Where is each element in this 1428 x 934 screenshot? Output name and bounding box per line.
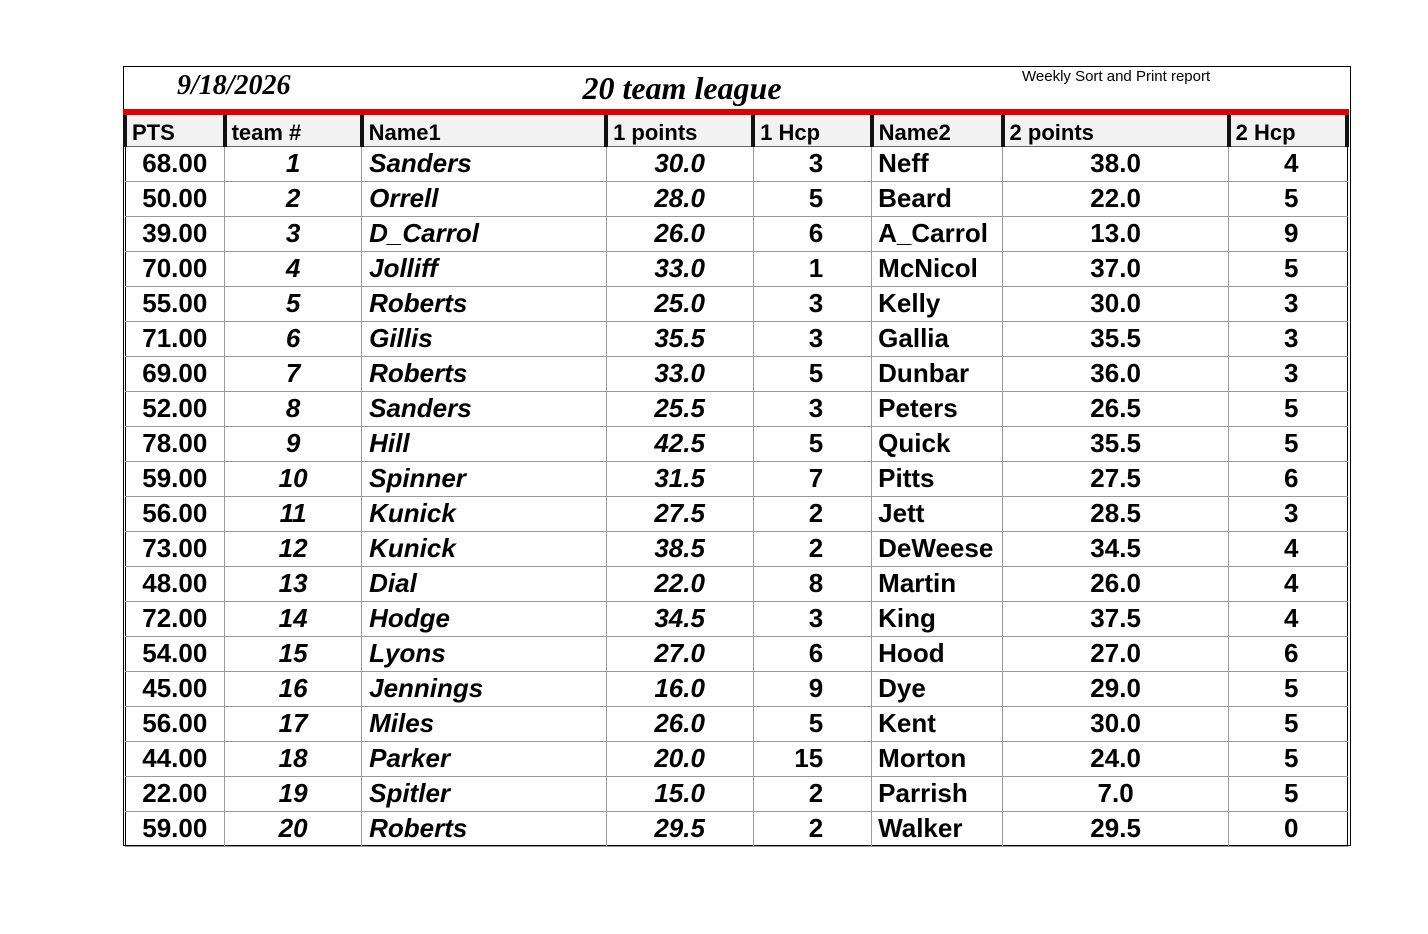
hcp2-cell: 5 xyxy=(1229,181,1347,216)
points1-cell: 20.0 xyxy=(606,741,753,776)
table-row xyxy=(125,601,1347,636)
points1-cell: 25.0 xyxy=(606,286,753,321)
points2-cell: 30.0 xyxy=(1003,706,1229,741)
team-cell: 17 xyxy=(225,706,362,741)
points2-cell: 38.0 xyxy=(1003,146,1229,181)
points2-cell: 35.5 xyxy=(1003,426,1229,461)
hcp1-cell: 6 xyxy=(753,636,871,671)
table-row xyxy=(125,426,1347,461)
points2-cell: 22.0 xyxy=(1003,181,1229,216)
hcp2-cell: 6 xyxy=(1229,461,1347,496)
points1-cell: 30.0 xyxy=(606,146,753,181)
column-header-name2: Name2 xyxy=(872,112,1003,146)
points2-cell: 29.0 xyxy=(1003,671,1229,706)
pts-cell: 52.00 xyxy=(125,391,225,426)
points2-cell: 27.5 xyxy=(1003,461,1229,496)
hcp1-cell: 3 xyxy=(753,286,871,321)
pts-cell: 73.00 xyxy=(125,531,225,566)
name2-cell: King xyxy=(872,601,1003,636)
column-header-pts: PTS xyxy=(125,112,225,146)
team-cell: 7 xyxy=(225,356,362,391)
name2-cell: Morton xyxy=(872,741,1003,776)
table-row xyxy=(125,391,1347,426)
pts-cell: 56.00 xyxy=(125,706,225,741)
table-row xyxy=(125,636,1347,671)
team-cell: 4 xyxy=(225,251,362,286)
name2-cell: Hood xyxy=(872,636,1003,671)
hcp1-cell: 3 xyxy=(753,601,871,636)
team-cell: 16 xyxy=(225,671,362,706)
points2-cell: 37.0 xyxy=(1003,251,1229,286)
hcp2-cell: 5 xyxy=(1229,776,1347,811)
hcp1-cell: 5 xyxy=(753,356,871,391)
name2-cell: Dunbar xyxy=(872,356,1003,391)
hcp2-cell: 5 xyxy=(1229,741,1347,776)
table-row xyxy=(125,181,1347,216)
table-row xyxy=(125,251,1347,286)
team-cell: 6 xyxy=(225,321,362,356)
hcp1-cell: 7 xyxy=(753,461,871,496)
name2-cell: Neff xyxy=(872,146,1003,181)
hcp2-cell: 4 xyxy=(1229,531,1347,566)
pts-cell: 45.00 xyxy=(125,671,225,706)
hcp1-cell: 2 xyxy=(753,776,871,811)
hcp1-cell: 2 xyxy=(753,496,871,531)
pts-cell: 22.00 xyxy=(125,776,225,811)
points2-cell: 26.5 xyxy=(1003,391,1229,426)
hcp2-cell: 0 xyxy=(1229,811,1347,846)
pts-cell: 59.00 xyxy=(125,461,225,496)
table-body xyxy=(125,146,1347,846)
team-cell: 1 xyxy=(225,146,362,181)
pts-cell: 70.00 xyxy=(125,251,225,286)
points1-cell: 35.5 xyxy=(606,321,753,356)
team-cell: 19 xyxy=(225,776,362,811)
team-cell: 9 xyxy=(225,426,362,461)
pts-cell: 54.00 xyxy=(125,636,225,671)
table-row xyxy=(125,531,1347,566)
points2-cell: 26.0 xyxy=(1003,566,1229,601)
table-row xyxy=(125,146,1347,181)
name2-cell: Jett xyxy=(872,496,1003,531)
column-header-1-points: 1 points xyxy=(606,112,753,146)
points1-cell: 15.0 xyxy=(606,776,753,811)
table-row xyxy=(125,566,1347,601)
hcp1-cell: 3 xyxy=(753,391,871,426)
table-row xyxy=(125,321,1347,356)
table-row xyxy=(125,811,1347,846)
name1-cell: Roberts xyxy=(362,811,606,846)
hcp1-cell: 2 xyxy=(753,531,871,566)
points2-cell: 34.5 xyxy=(1003,531,1229,566)
team-cell: 5 xyxy=(225,286,362,321)
table-row xyxy=(125,216,1347,251)
pts-cell: 39.00 xyxy=(125,216,225,251)
team-cell: 10 xyxy=(225,461,362,496)
name2-cell: Dye xyxy=(872,671,1003,706)
name2-cell: Pitts xyxy=(872,461,1003,496)
hcp2-cell: 4 xyxy=(1229,601,1347,636)
table-row xyxy=(125,286,1347,321)
pts-cell: 78.00 xyxy=(125,426,225,461)
name2-cell: Kent xyxy=(872,706,1003,741)
name2-cell: Beard xyxy=(872,181,1003,216)
column-header-2-hcp: 2 Hcp xyxy=(1229,112,1347,146)
name2-cell: Walker xyxy=(872,811,1003,846)
points1-cell: 27.0 xyxy=(606,636,753,671)
name1-cell: Roberts xyxy=(362,356,606,391)
hcp1-cell: 2 xyxy=(753,811,871,846)
team-cell: 2 xyxy=(225,181,362,216)
name1-cell: Hodge xyxy=(362,601,606,636)
name1-cell: Sanders xyxy=(362,146,606,181)
points1-cell: 16.0 xyxy=(606,671,753,706)
name2-cell: A_Carrol xyxy=(872,216,1003,251)
name2-cell: Peters xyxy=(872,391,1003,426)
team-cell: 20 xyxy=(225,811,362,846)
name1-cell: D_Carrol xyxy=(362,216,606,251)
hcp2-cell: 5 xyxy=(1229,391,1347,426)
report-subtitle: Weekly Sort and Print report xyxy=(1022,68,1211,85)
team-cell: 11 xyxy=(225,496,362,531)
name2-cell: Martin xyxy=(872,566,1003,601)
points2-cell: 29.5 xyxy=(1003,811,1229,846)
hcp2-cell: 6 xyxy=(1229,636,1347,671)
hcp2-cell: 5 xyxy=(1229,251,1347,286)
report-sheet xyxy=(123,66,1351,846)
table-row xyxy=(125,741,1347,776)
pts-cell: 69.00 xyxy=(125,356,225,391)
points1-cell: 29.5 xyxy=(606,811,753,846)
pts-cell: 71.00 xyxy=(125,321,225,356)
pts-cell: 59.00 xyxy=(125,811,225,846)
points1-cell: 42.5 xyxy=(606,426,753,461)
table-row xyxy=(125,356,1347,391)
table-row xyxy=(125,461,1347,496)
points2-cell: 30.0 xyxy=(1003,286,1229,321)
pts-cell: 68.00 xyxy=(125,146,225,181)
name2-cell: DeWeese xyxy=(872,531,1003,566)
name1-cell: Lyons xyxy=(362,636,606,671)
points2-cell: 27.0 xyxy=(1003,636,1229,671)
name2-cell: Kelly xyxy=(872,286,1003,321)
team-cell: 8 xyxy=(225,391,362,426)
hcp1-cell: 5 xyxy=(753,706,871,741)
name1-cell: Kunick xyxy=(362,496,606,531)
pts-cell: 44.00 xyxy=(125,741,225,776)
name1-cell: Parker xyxy=(362,741,606,776)
column-header-name1: Name1 xyxy=(362,112,606,146)
hcp1-cell: 5 xyxy=(753,426,871,461)
points1-cell: 22.0 xyxy=(606,566,753,601)
name1-cell: Orrell xyxy=(362,181,606,216)
hcp1-cell: 3 xyxy=(753,146,871,181)
table-row xyxy=(125,776,1347,811)
points2-cell: 7.0 xyxy=(1003,776,1229,811)
pts-cell: 56.00 xyxy=(125,496,225,531)
report-date: 9/18/2026 xyxy=(177,70,291,101)
team-cell: 15 xyxy=(225,636,362,671)
name1-cell: Jolliff xyxy=(362,251,606,286)
pts-cell: 72.00 xyxy=(125,601,225,636)
name1-cell: Jennings xyxy=(362,671,606,706)
pts-cell: 55.00 xyxy=(125,286,225,321)
column-header-2-points: 2 points xyxy=(1003,112,1229,146)
name1-cell: Dial xyxy=(362,566,606,601)
hcp2-cell: 3 xyxy=(1229,356,1347,391)
hcp1-cell: 6 xyxy=(753,216,871,251)
hcp2-cell: 5 xyxy=(1229,706,1347,741)
name1-cell: Spitler xyxy=(362,776,606,811)
points2-cell: 24.0 xyxy=(1003,741,1229,776)
hcp1-cell: 3 xyxy=(753,321,871,356)
column-header-team: team # xyxy=(225,112,362,146)
column-header-1-hcp: 1 Hcp xyxy=(753,112,871,146)
points1-cell: 33.0 xyxy=(606,356,753,391)
hcp2-cell: 3 xyxy=(1229,321,1347,356)
hcp1-cell: 5 xyxy=(753,181,871,216)
points1-cell: 31.5 xyxy=(606,461,753,496)
hcp2-cell: 5 xyxy=(1229,671,1347,706)
name2-cell: Quick xyxy=(872,426,1003,461)
points1-cell: 26.0 xyxy=(606,706,753,741)
points1-cell: 34.5 xyxy=(606,601,753,636)
name1-cell: Kunick xyxy=(362,531,606,566)
name2-cell: Gallia xyxy=(872,321,1003,356)
hcp1-cell: 8 xyxy=(753,566,871,601)
pts-cell: 48.00 xyxy=(125,566,225,601)
points2-cell: 36.0 xyxy=(1003,356,1229,391)
table-row xyxy=(125,671,1347,706)
points1-cell: 28.0 xyxy=(606,181,753,216)
team-cell: 3 xyxy=(225,216,362,251)
report-title: 20 team league xyxy=(582,70,782,106)
standings-table xyxy=(123,109,1349,847)
hcp2-cell: 4 xyxy=(1229,566,1347,601)
hcp2-cell: 9 xyxy=(1229,216,1347,251)
points1-cell: 38.5 xyxy=(606,531,753,566)
name1-cell: Hill xyxy=(362,426,606,461)
team-cell: 13 xyxy=(225,566,362,601)
header-row xyxy=(125,112,1347,146)
hcp1-cell: 9 xyxy=(753,671,871,706)
name1-cell: Roberts xyxy=(362,286,606,321)
name2-cell: McNicol xyxy=(872,251,1003,286)
team-cell: 14 xyxy=(225,601,362,636)
hcp2-cell: 3 xyxy=(1229,496,1347,531)
hcp2-cell: 4 xyxy=(1229,146,1347,181)
hcp2-cell: 5 xyxy=(1229,426,1347,461)
team-cell: 18 xyxy=(225,741,362,776)
table-row xyxy=(125,706,1347,741)
name1-cell: Sanders xyxy=(362,391,606,426)
name2-cell: Parrish xyxy=(872,776,1003,811)
hcp2-cell: 3 xyxy=(1229,286,1347,321)
points1-cell: 25.5 xyxy=(606,391,753,426)
points1-cell: 27.5 xyxy=(606,496,753,531)
hcp1-cell: 15 xyxy=(753,741,871,776)
points2-cell: 13.0 xyxy=(1003,216,1229,251)
points1-cell: 26.0 xyxy=(606,216,753,251)
table-row xyxy=(125,496,1347,531)
points1-cell: 33.0 xyxy=(606,251,753,286)
points2-cell: 37.5 xyxy=(1003,601,1229,636)
hcp1-cell: 1 xyxy=(753,251,871,286)
pts-cell: 50.00 xyxy=(125,181,225,216)
team-cell: 12 xyxy=(225,531,362,566)
points2-cell: 35.5 xyxy=(1003,321,1229,356)
name1-cell: Spinner xyxy=(362,461,606,496)
name1-cell: Gillis xyxy=(362,321,606,356)
points2-cell: 28.5 xyxy=(1003,496,1229,531)
name1-cell: Miles xyxy=(362,706,606,741)
